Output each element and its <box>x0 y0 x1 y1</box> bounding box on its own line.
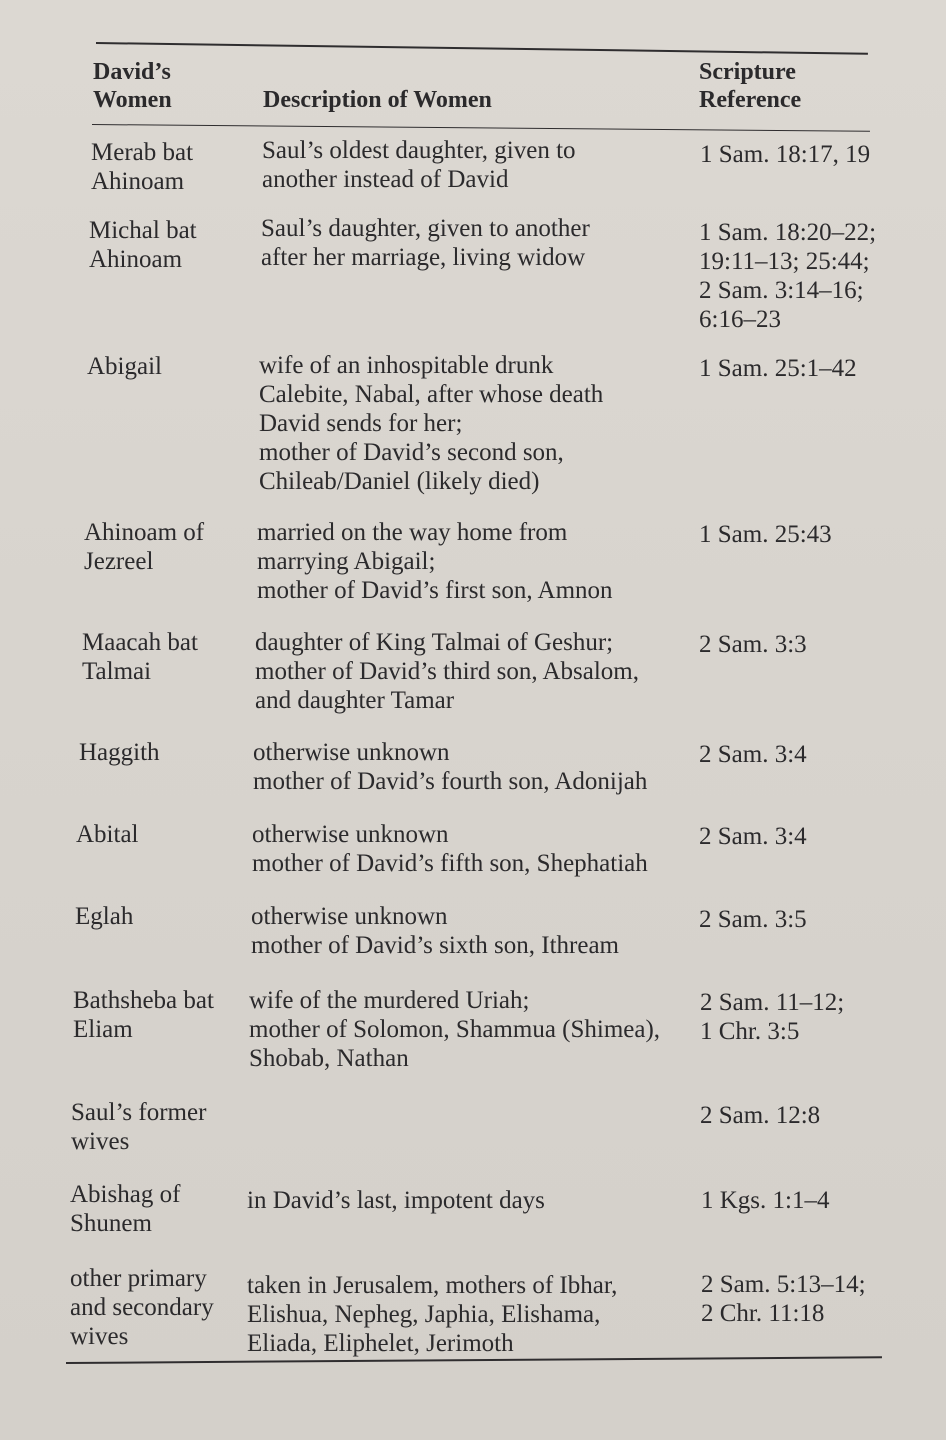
row-reference: 1 Sam. 25:1–42 <box>699 355 857 382</box>
column-header-reference: Scripture Reference <box>699 59 802 113</box>
row-description: wife of the murdered Uriah; mother of Solomon, Shammua (Shimea), Shobab, Nathan <box>249 987 661 1072</box>
row-name: Abital <box>76 821 139 848</box>
row-description: otherwise unknown mother of David’s fifth son, Shephatiah <box>252 821 648 877</box>
column-header-description: Description of Women <box>263 87 492 113</box>
header-rule <box>92 124 870 132</box>
row-description: Saul’s daughter, given to another after her marriage, living widow <box>261 215 590 271</box>
row-description: wife of an inhospitable drunk Calebite, Nabal, after whose death David sends for her; mother of David’s second son, Chileab/Daniel (likely died) <box>259 352 604 495</box>
row-name: Maacah bat Talmai <box>82 629 198 685</box>
row-name: Haggith <box>79 739 160 766</box>
row-reference: 2 Sam. 11–12; 1 Chr. 3:5 <box>700 989 845 1045</box>
row-reference: 1 Kgs. 1:1–4 <box>701 1187 830 1214</box>
row-name: Michal bat Ahinoam <box>89 217 197 273</box>
row-reference: 2 Sam. 12:8 <box>700 1102 821 1129</box>
row-description: otherwise unknown mother of David’s fourth son, Adonijah <box>253 739 648 795</box>
row-name: Abigail <box>87 353 162 380</box>
row-name: Abishag of Shunem <box>70 1181 181 1237</box>
row-description: taken in Jerusalem, mothers of Ibhar, Elishua, Nepheg, Japhia, Elishama, Eliada, Eliphelet, Jerimoth <box>247 1272 618 1357</box>
table-top-rule <box>96 42 868 55</box>
row-description: in David’s last, impotent days <box>247 1187 545 1214</box>
row-name: Saul’s former wives <box>71 1099 207 1155</box>
row-description: otherwise unknown mother of David’s sixth son, Ithream <box>251 903 619 959</box>
row-name: Eglah <box>75 903 134 930</box>
row-description: daughter of King Talmai of Geshur; mother of David’s third son, Absalom, and daughter Tamar <box>255 629 639 714</box>
row-reference: 2 Sam. 5:13–14; 2 Chr. 11:18 <box>701 1271 866 1327</box>
row-name: Ahinoam of Jezreel <box>84 519 205 575</box>
row-reference: 1 Sam. 18:20–22; 19:11–13; 25:44; 2 Sam. 3:14–16; 6:16–23 <box>699 219 877 333</box>
row-reference: 2 Sam. 3:4 <box>699 823 807 850</box>
row-reference: 2 Sam. 3:3 <box>699 631 807 658</box>
row-name: other primary and secondary wives <box>70 1265 214 1350</box>
row-description: Saul’s oldest daughter, given to another instead of David <box>262 137 576 193</box>
row-description: married on the way home from marrying Abigail; mother of David’s first son, Amnon <box>257 519 613 604</box>
row-reference: 2 Sam. 3:5 <box>699 906 807 933</box>
row-reference: 2 Sam. 3:4 <box>699 741 807 768</box>
row-name: Merab bat Ahinoam <box>91 139 194 195</box>
column-header-women: David’s Women <box>93 59 172 113</box>
row-reference: 1 Sam. 25:43 <box>699 521 832 548</box>
row-reference: 1 Sam. 18:17, 19 <box>700 141 871 168</box>
row-name: Bathsheba bat Eliam <box>73 987 214 1043</box>
